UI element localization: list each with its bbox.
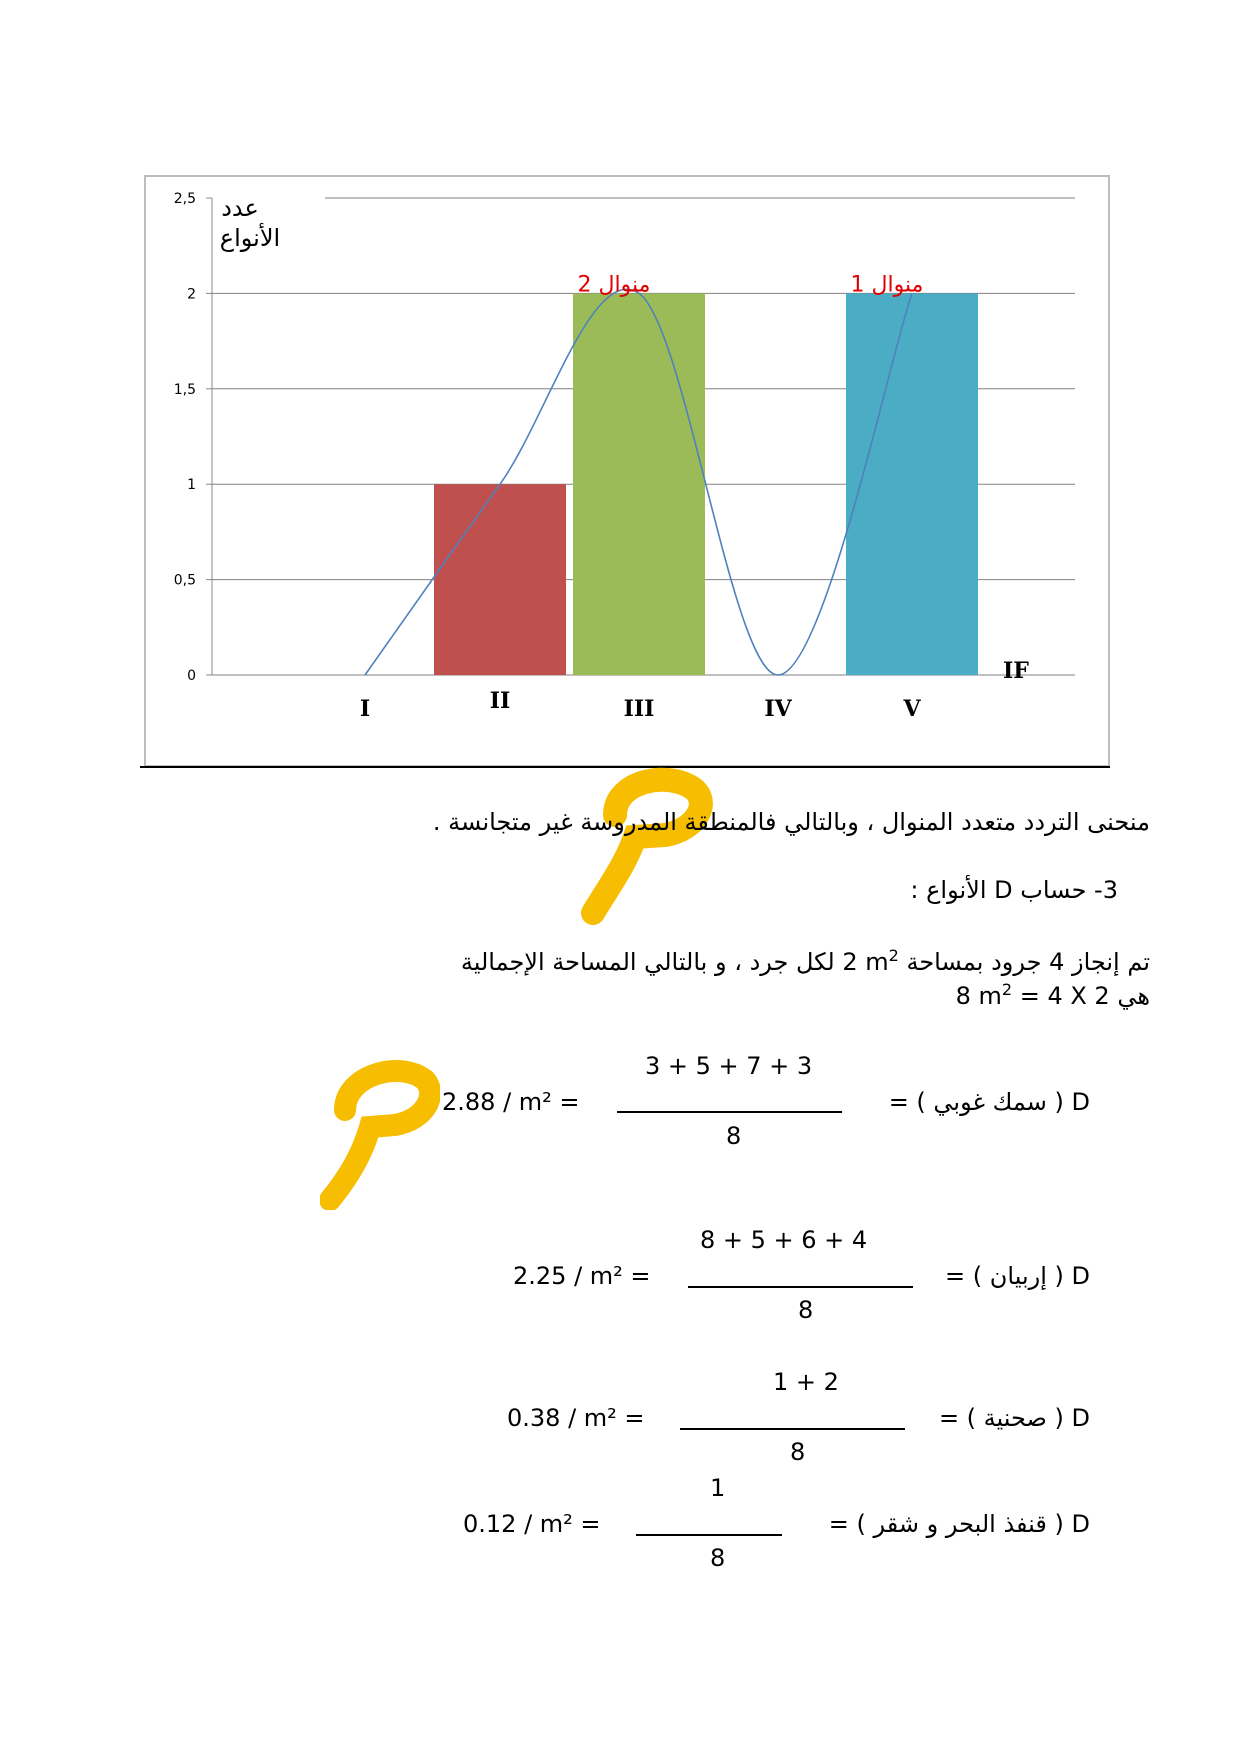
formula-3-bar	[680, 1428, 905, 1430]
section-title: 3- حساب D الأنواع :	[910, 876, 1118, 904]
area-value	[842, 948, 898, 976]
formula-2-label: D ( إربيان ) =	[945, 1262, 1090, 1290]
formula-4-result: 0.12 / m² =	[463, 1510, 601, 1538]
area-line1b-text: لكل جرد ، و بالتالي المساحة الإجمالية	[460, 948, 843, 976]
area-total-base: 8 m	[955, 982, 1002, 1010]
watermark-mark-1-shape	[593, 780, 701, 913]
bar-V	[846, 293, 978, 675]
x-tick-label-III: III	[623, 696, 655, 722]
y-tick-label-4: 2	[187, 286, 196, 303]
mode-annotation-1: منوال 2	[577, 272, 651, 298]
area-total-exp: 2	[1001, 980, 1013, 999]
x-tick-label-V: V	[903, 696, 921, 722]
formula-3-numerator: 1 + 2	[773, 1368, 839, 1396]
x-tick-label-IV: IV	[764, 696, 792, 722]
area-line-2	[956, 980, 1150, 1010]
species-frequency-chart	[0, 0, 1240, 790]
formula-3-result: 0.38 / m² =	[507, 1404, 645, 1432]
x-axis-unit: IF	[1003, 658, 1029, 684]
formula-2-result: 2.25 / m² =	[513, 1262, 651, 1290]
area-value-base: 2 m	[842, 948, 889, 976]
y-tick-label-5: 2,5	[173, 191, 196, 207]
x-tick-label-I: I	[359, 696, 371, 722]
bar-II	[434, 484, 566, 675]
formula-4-numerator: 1	[710, 1474, 726, 1502]
formula-1-denominator: 8	[726, 1122, 742, 1150]
y-tick-label-0: 0	[187, 668, 196, 684]
y-tick-label-3: 1,5	[173, 381, 196, 398]
formula-2-numerator: 8 + 5 + 6 + 4	[700, 1226, 868, 1254]
y-axis-label-line1: عدد	[221, 194, 259, 222]
formula-3-label: D ( صحنية ) =	[938, 1404, 1090, 1432]
y-tick-label-1: 0,5	[173, 572, 196, 589]
formula-2-denominator: 8	[798, 1296, 814, 1324]
formula-4-bar	[636, 1534, 782, 1536]
area-line-1	[461, 946, 1150, 976]
conclusion-text: منحنى التردد متعدد المنوال ، وبالتالي فالمنطقة المدروسة غير متجانسة .	[432, 808, 1150, 836]
formula-3-denominator: 8	[790, 1438, 806, 1466]
formula-2-bar	[688, 1286, 913, 1288]
y-tick-label-2: 1	[187, 477, 196, 494]
area-line1-text: تم إنجاز 4 جرود بمساحة	[898, 948, 1150, 976]
mode-annotation-2: منوال 1	[850, 272, 924, 298]
x-tick-label-II: II	[489, 688, 511, 714]
area-total	[956, 982, 1110, 1010]
watermark-mark-2	[320, 1050, 440, 1210]
formula-1-label: D ( سمك غوبي ) =	[888, 1088, 1090, 1116]
watermark-mark-1	[575, 755, 715, 925]
area-line2-prefix: هي	[1109, 982, 1150, 1010]
y-axis-label-line2: الأنواع	[219, 224, 281, 252]
bar-III	[573, 293, 705, 675]
area-total-expr: = 4 X 2	[1012, 982, 1110, 1010]
formula-1-result: 2.88 / m² =	[442, 1088, 580, 1116]
formula-1-numerator: 3 + 5 + 7 + 3	[645, 1052, 813, 1080]
area-value-exp: 2	[888, 946, 899, 965]
watermark-mark-2-shape	[330, 1071, 430, 1200]
formula-4-denominator: 8	[710, 1544, 726, 1572]
formula-4-label: D ( قنفذ البحر و شقر ) =	[828, 1510, 1090, 1538]
formula-1-bar	[617, 1111, 842, 1113]
